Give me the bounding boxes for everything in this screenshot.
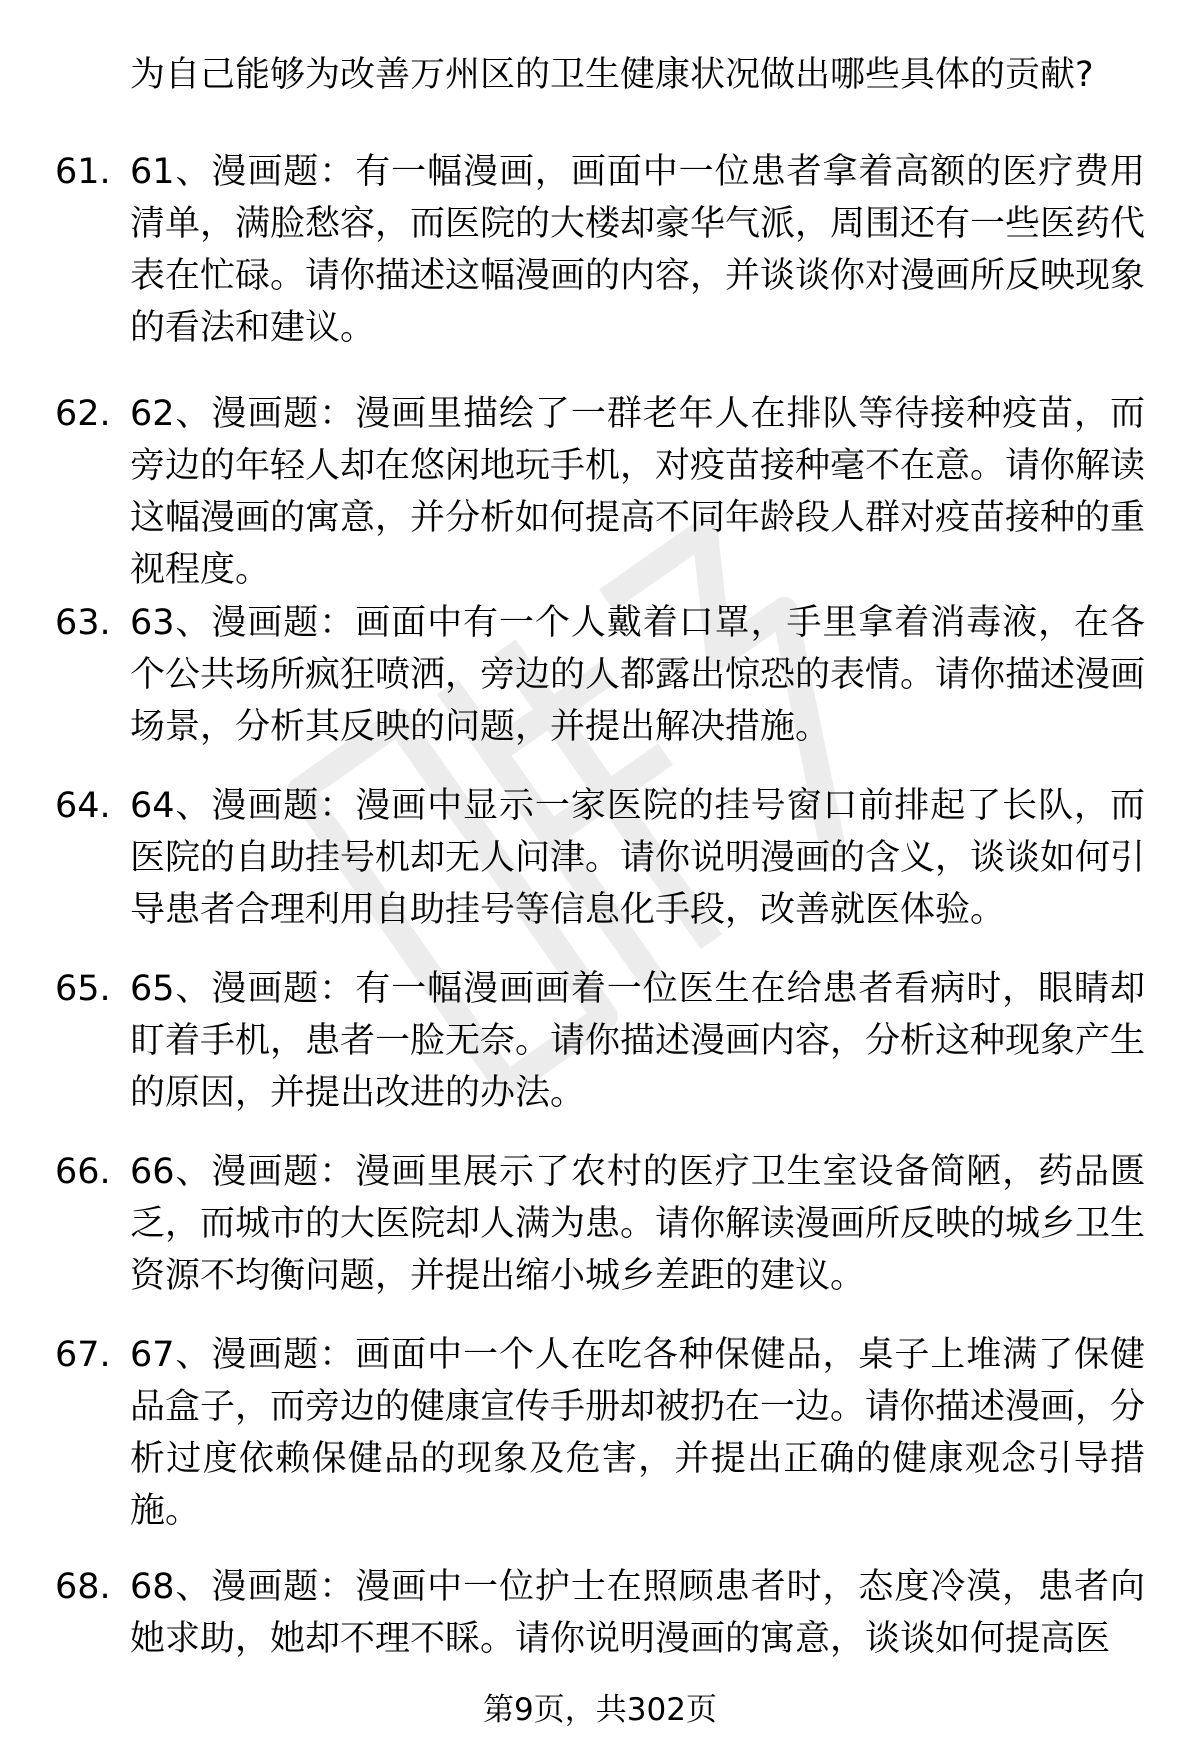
- question-number: 65.: [55, 969, 111, 1009]
- question-text: 61、漫画题：有一幅漫画，画面中一位患者拿着高额的医疗费用清单，满脸愁容，而医院的大楼却豪华气派，周围还有一些医药代表在忙碌。请你描述这幅漫画的内容，并谈谈你对漫画所反映现象的看法和建议。: [130, 152, 1146, 348]
- question-text: 68、漫画题：漫画中一位护士在照顾患者时，态度冷漠，患者向她求助，她却不理不睬。请你说明漫画的寓意，谈谈如何提高医: [130, 1567, 1145, 1659]
- question-number: 67.: [55, 1335, 111, 1375]
- question-text: 66、漫画题：漫画里展示了农村的医疗卫生室设备简陋，药品匮乏，而城市的大医院却人满为患。请你解读漫画所反映的城乡卫生资源不均衡问题，并提出缩小城乡差距的建议。: [130, 1152, 1146, 1296]
- question-number: 63.: [55, 603, 111, 643]
- question-text: 65、漫画题：有一幅漫画画着一位医生在给患者看病时，眼睛却盯着手机，患者一脸无奈。请你描述漫画内容，分析这种现象产生的原因，并提出改进的办法。: [130, 969, 1146, 1113]
- page-footer: 第9页，共302页: [483, 1692, 717, 1728]
- question-text: 63、漫画题：画面中有一个人戴着口罩，手里拿着消毒液，在各个公共场所疯狂喷洒，旁边的人都露出惊恐的表情。请你描述漫画场景，分析其反映的问题，并提出解决措施。: [130, 603, 1146, 747]
- question-number: 61.: [55, 152, 111, 192]
- question-number: 68.: [55, 1567, 111, 1607]
- question-text: 67、漫画题：画面中一个人在吃各种保健品，桌子上堆满了保健品盒子，而旁边的健康宣传手册却被扔在一边。请你描述漫画，分析过度依赖保健品的现象及危害，并提出正确的健康观念引导措施。: [130, 1335, 1146, 1531]
- question-number: 62.: [55, 394, 111, 434]
- question-text: 64、漫画题：漫画中显示一家医院的挂号窗口前排起了长队，而医院的自助挂号机却无人问津。请你说明漫画的含义，谈谈如何引导患者合理利用自助挂号等信息化手段，改善就医体验。: [130, 786, 1146, 930]
- question-text: 62、漫画题：漫画里描绘了一群老年人在排队等待接种疫苗，而旁边的年轻人却在悠闲地玩手机，对疫苗接种毫不在意。请你解读这幅漫画的寓意，并分析如何提高不同年龄段人群对疫苗接种的重视程度。: [130, 394, 1146, 590]
- continued-text: 为自己能够为改善万州区的卫生健康状况做出哪些具体的贡献?: [130, 55, 1094, 95]
- question-number: 66.: [55, 1152, 111, 1192]
- question-number: 64.: [55, 786, 111, 826]
